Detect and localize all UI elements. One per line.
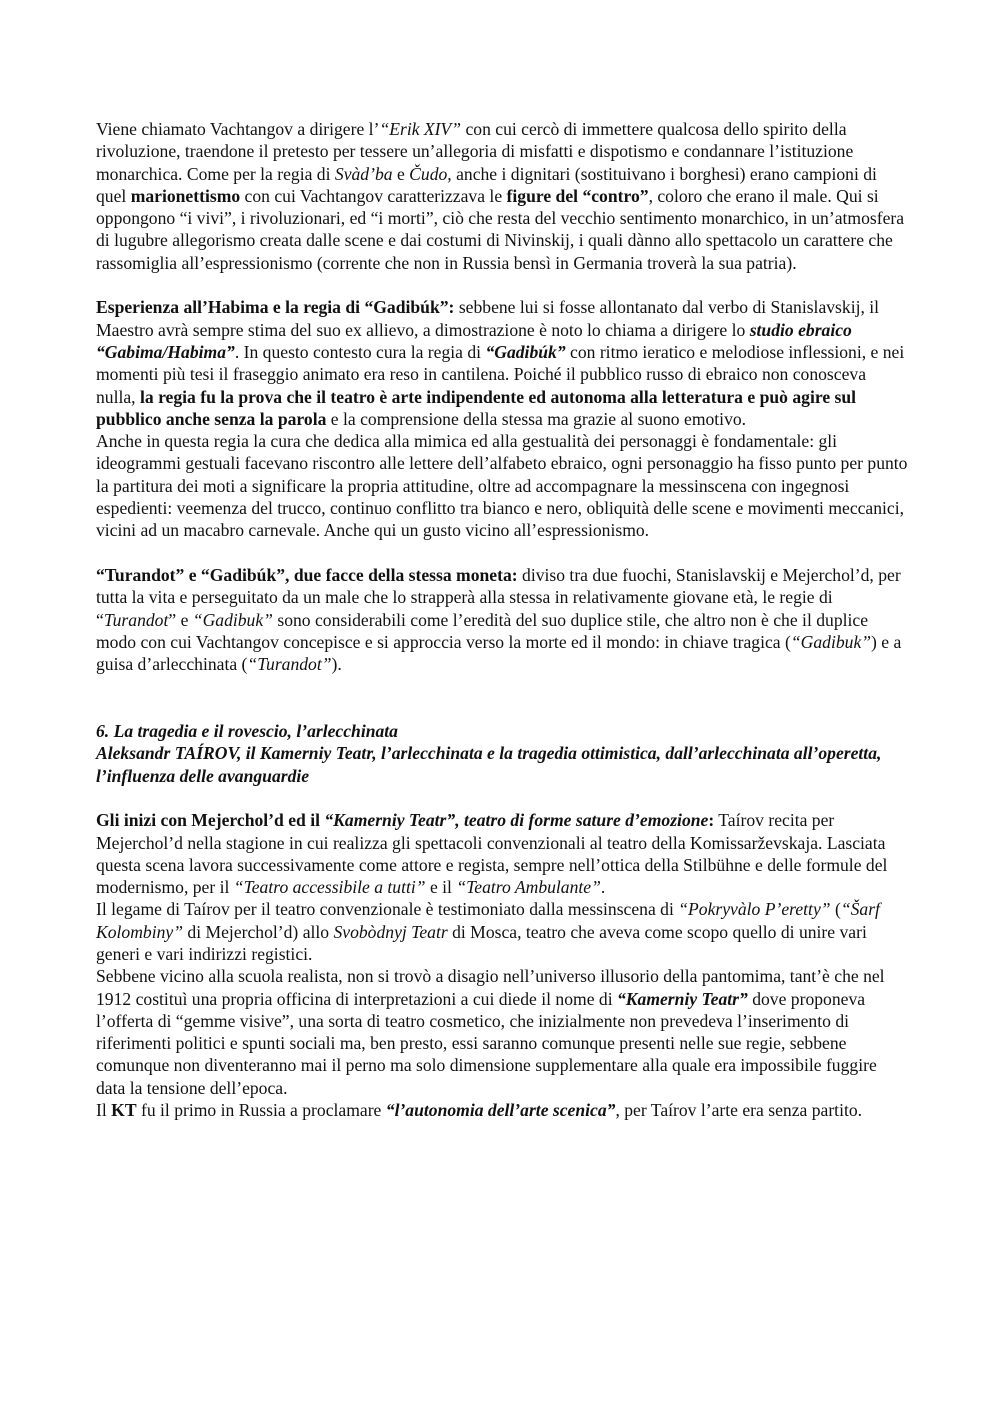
text-run: con cui cercò di immettere qualcosa dello spirito della rivoluzione, traendone il pretesto per tessere un’allegoria di misfatti e dispotismo e condannare l’istituzione monarchica. Come per la regia di bbox=[96, 119, 854, 184]
document-page bbox=[96, 118, 908, 1121]
paragraph-scuola-realista bbox=[96, 965, 908, 1099]
text-run: Anche in questa regia la cura che dedica alla mimica ed alla gestualità dei personaggi è fondamentale: gli ideogrammi gestuali facevano riscontro alle lettere dell’alfabeto ebraico, ogni personaggio ha fisso punto per punto la partitura dei moti a significare la propria attitudine, oltre ad accompagnare la messinscena con ingegnosi espedienti: veemenza del trucco, continuo conflitto tra bianco e nero, obliquità delle scene e movimenti meccanici, vicini ad un macabro carnevale. Anche qui un gusto vicino all’espressionismo. bbox=[96, 431, 908, 541]
text-run: “Kamerniy Teatr”, teatro di forme sature d’emozione bbox=[324, 810, 709, 831]
text-run: diviso tra due fuochi, Stanislavskij e Mejerchol’d, per tutta la vita e perseguitato da un male che lo strapperà alla stessa in relativamente giovane età, le regie di “ bbox=[96, 564, 901, 630]
text-run: la regia fu la prova che il teatro è arte indipendente ed autonoma alla letteratura e può agire sul pubblico anche senza la parola bbox=[96, 386, 857, 429]
text-run: studio ebraico “Gabima/Habima” bbox=[96, 319, 852, 362]
text-run: , per Taírov l’arte era senza partito. bbox=[615, 1100, 863, 1121]
text-run: ” e bbox=[168, 609, 193, 630]
text-run: dove proponeva l’offerta di “gemme visive”, una sorta di teatro cosmetico, che inizialmente non prevedeva l’inserimento di riferimenti politici e spunti sociali ma, ben presto, essi saranno comunque presenti nelle sue regie, sebbene comunque non diventeranno mai il perno ma solo dimensione supplementare alla quale era impossibile fuggire data la tensione dell’epoca. bbox=[96, 988, 877, 1098]
text-run: marionettismo bbox=[130, 185, 241, 206]
text-run: di Mosca, teatro che aveva come scopo quello di unire vari generi e vari indirizzi registici. bbox=[96, 921, 867, 964]
text-run: ) e a guisa d’arlecchinata ( bbox=[96, 631, 902, 675]
text-run: e il bbox=[425, 877, 457, 898]
text-run: “Turandot” e “Gadibúk”, due facce della stessa moneta: bbox=[96, 564, 518, 585]
text-run: : bbox=[708, 810, 715, 831]
text-run: KT bbox=[111, 1100, 137, 1121]
text-run: “Gadibuk” bbox=[790, 631, 872, 652]
text-run: figure del “contro” bbox=[506, 185, 649, 206]
text-run: Svobòdnyj Teatr bbox=[333, 921, 448, 942]
text-run: Taírov recita per Mejerchol’d nella stagione in cui realizza gli spettacoli convenzionali al teatro della Komissarževskaja. Lasciata questa scena lavora successivamente come attore e regista, sempre nell’ottica della Stilbühne e delle formule del modernismo, per il bbox=[96, 810, 888, 898]
text-run: Sebbene vicino alla scuola realista, non si trovò a disagio nell’universo illusorio della pantomima, tant’è che nel 1912 costituì una propria officina di interpretazioni a cui diede il nome di bbox=[96, 966, 885, 1009]
text-run: fu il primo in Russia a proclamare bbox=[136, 1100, 386, 1121]
page-header-mark: · · · · · · bbox=[482, 1, 493, 4]
paragraph-gestualita bbox=[96, 430, 908, 541]
text-run: , coloro che erano il male. Qui si oppongono “i vivi”, i rivoluzionari, ed “i morti”, ciò che resta del vecchio sentimento monarchico, in un’atmosfera di lugubre allegorismo creata dalle scene e dai costumi di Nivinskij, i quali dànno allo spettacolo un carattere che rassomiglia all’espressionismo (corrente che non in Russia bensì in Germania troverà la sua patria). bbox=[96, 185, 905, 273]
paragraph-kamerniy-inizi bbox=[96, 809, 908, 898]
text-run: “l’autonomia dell’arte scenica” bbox=[385, 1100, 616, 1121]
text-run: e la comprensione della stessa ma grazie al suono emotivo. bbox=[326, 408, 747, 429]
text-run: anche i dignitari (sostituivano i borghesi) erano campioni di quel bbox=[96, 163, 877, 206]
text-run: Gli inizi con Mejerchol’d ed il bbox=[96, 810, 325, 831]
text-run: Čudo, bbox=[409, 163, 452, 184]
paragraph-habima-gadibuk bbox=[96, 296, 908, 430]
text-run: Il legame di Taírov per il teatro convenzionale è testimoniato dalla messinscena di bbox=[96, 899, 679, 920]
text-run: Turandot bbox=[103, 609, 169, 630]
text-run: di Mejerchol’d) allo bbox=[183, 921, 334, 942]
text-run: sono considerabili come l’eredità del suo duplice stile, che altro non è che il duplice modo con cui Vachtangov concepisce e si approccia verso la morte ed il mondo: in chiave tragica ( bbox=[96, 609, 869, 652]
text-run: con ritmo ieratico e melodiose inflessioni, e nei momenti più tesi il fraseggio animato era reso in cantilena. Poiché il pubblico russo di ebraico non conosceva nulla, bbox=[96, 341, 905, 407]
text-run: Il bbox=[96, 1100, 112, 1121]
paragraph-erik-xiv bbox=[96, 118, 908, 274]
paragraph-autonomia-arte bbox=[96, 1099, 908, 1121]
text-run: ). bbox=[331, 654, 342, 675]
text-run: “Kamerniy Teatr” bbox=[616, 988, 748, 1009]
text-run: Svàd’ba bbox=[334, 163, 393, 184]
text-run: “Gadibúk” bbox=[485, 341, 566, 362]
paragraph-turandot-gadibuk bbox=[96, 564, 908, 675]
text-run: “Teatro Ambulante” bbox=[456, 877, 601, 898]
text-run: Viene chiamato Vachtangov a dirigere l’ bbox=[96, 119, 380, 139]
section-subheading-tairov: Aleksandr TAÍROV, il Kamerniy Teatr, l’arlecchinata e la tragedia ottimistica, dall’arlecchinata all’operetta, l’influenza delle avanguardie bbox=[96, 743, 882, 786]
text-run: . bbox=[600, 877, 606, 898]
text-run: “Gadibuk” bbox=[192, 609, 273, 630]
text-run: con cui Vachtangov caratterizzava le bbox=[240, 185, 507, 206]
text-run: “Teatro accessibile a tutti” bbox=[233, 877, 426, 898]
text-run: “Turandot” bbox=[247, 654, 332, 675]
text-run: ( bbox=[830, 899, 841, 920]
text-run: “Erik XIV” bbox=[379, 119, 462, 139]
text-run: e bbox=[392, 163, 410, 184]
section-heading-6: 6. La tragedia e il rovescio, l’arlecchinata bbox=[96, 721, 398, 742]
text-run: Esperienza all’Habima e la regia di “Gadibúk”: bbox=[96, 297, 455, 318]
paragraph-teatro-convenzionale bbox=[96, 898, 908, 965]
text-run: “Šarf Kolombiny” bbox=[96, 899, 880, 942]
text-run: sebbene lui si fosse allontanato dal verbo di Stanislavskij, il Maestro avrà sempre stima del suo ex allievo, a dimostrazione è noto lo chiama a dirigere lo bbox=[96, 297, 880, 340]
text-run: “Pokryvàlo P’eretty” bbox=[678, 899, 831, 920]
text-run: . In questo contesto cura la regia di bbox=[234, 341, 486, 362]
